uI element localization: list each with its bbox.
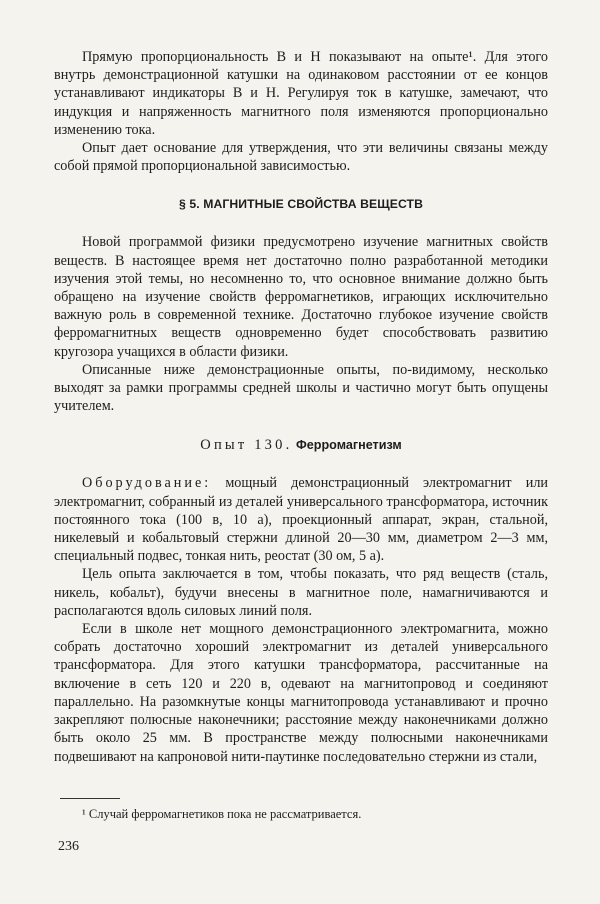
footnote-divider (60, 798, 120, 799)
experiment-title (54, 437, 548, 454)
goal-paragraph: Цель опыта заключается в том, чтобы показать, что ряд веществ (сталь, никель, кобальт), будучи внесены в магнитное поле, намагничиваются и располагаются вдоль силовых линий поля. (54, 566, 548, 619)
equipment-paragraph (54, 474, 548, 565)
experiment-label: Опыт 130. (200, 437, 293, 454)
equipment-label: Оборудование: (82, 475, 212, 492)
intro-paragraph-1: Прямую пропорциональность B и H показывают на опыте¹. Для этого внутрь демонстрационной катушки на одинаковом расстоянии от ее концов устанавливают индикаторы B и H. Регулируя ток в катушке, замечают, что индукция и напряженность магнитного поля изменяются пропорционально изменению тока. (54, 49, 548, 138)
page-body (54, 48, 548, 766)
page-number: 236 (58, 839, 79, 854)
section-paragraph-2: Описанные ниже демонстрационные опыты, по-видимому, несколько выходят за рамки программы средней школы и частично могут быть опущены учителем. (54, 361, 548, 415)
intro-paragraph-2: Опыт дает основание для утверждения, что эти величины связаны между собой прямой пропорциональной зависимостью. (54, 140, 548, 175)
footnote: ¹ Случай ферромагнетиков пока не рассматривается. (82, 807, 362, 821)
equipment-text: мощный демонстрационный электромагнит или электромагнит, собранный из деталей универсального трансформатора, источник постоянного тока (100 в, 10 а), проекционный аппарат, экран, стальной, никелевый и кобальтовый стержни длиной 20—30 мм, диаметром 2—3 мм, специальный подвес, тонкая нить, реостат (30 ом, 5 а). (54, 475, 548, 565)
section-heading: § 5. МАГНИТНЫЕ СВОЙСТВА ВЕЩЕСТВ (178, 197, 423, 212)
section-paragraph-1: Новой программой физики предусмотрено изучение магнитных свойств веществ. В настоящее время нет достаточно полно разработанной методики изучения этой темы, но несомненно то, что основное внимание должно быть обращено на изучение свойств ферромагнетиков, играющих исключительно важную роль в современной технике. Достаточно глубокое изучение свойств ферромагнитных веществ одновременно будет способствовать развитию кругозора учащихся в области физики. (54, 234, 548, 360)
procedure-paragraph: Если в школе нет мощного демонстрационного электромагнита, можно собрать достаточно хороший электромагнит из деталей универсального трансформатора. Для этого катушки трансформатора, рассчитанные на включение в сеть 120 и 220 в, одевают на магнитопровод и соединяют параллельно. На разомкнутые концы магнитопровода устанавливают и прочно закрепляют полюсные наконечники; расстояние между наконечниками должно быть около 25 мм. В пространстве между полюсными наконечниками подвешивают на капроновой нити-паутинке последовательно стержни из стали, (54, 621, 548, 765)
experiment-name: Ферромагнетизм (296, 438, 402, 453)
